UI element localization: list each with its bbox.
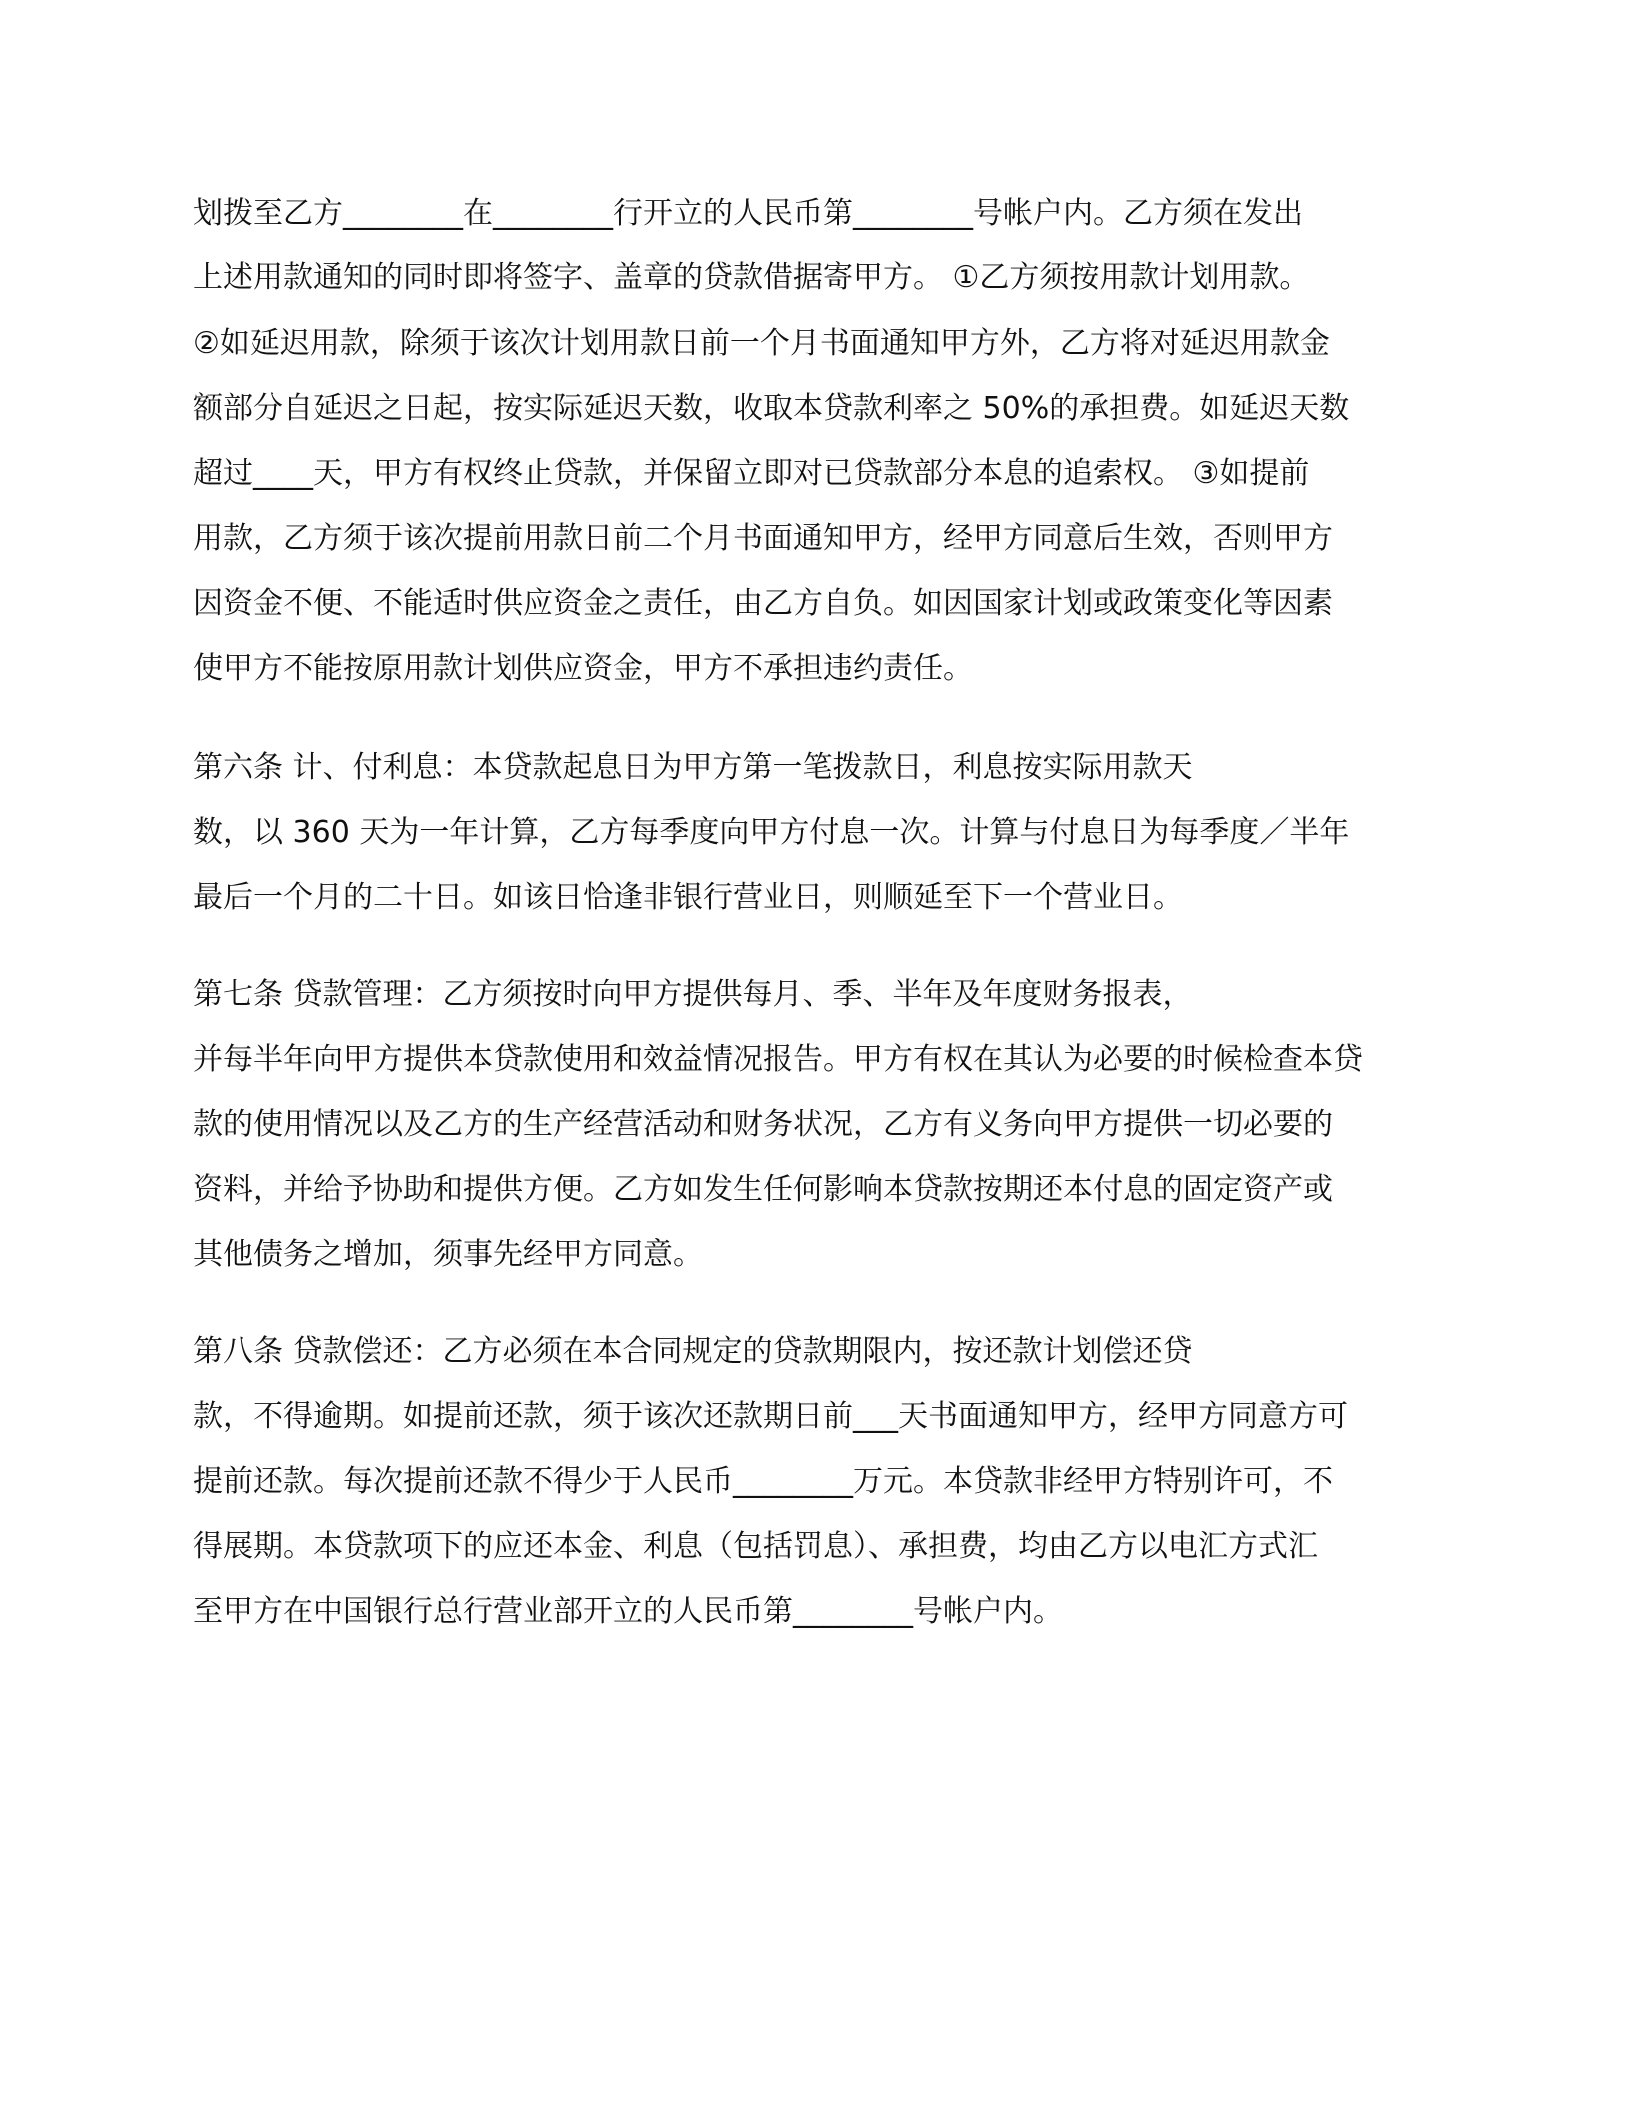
text-line: 最后一个月的二十日。如该日恰逢非银行营业日，则顺延至下一个营业日。 [193, 880, 1183, 915]
text-line: 用款，乙方须于该次提前用款日前二个月书面通知甲方，经甲方同意后生效，否则甲方 [193, 521, 1333, 556]
text-line: 额部分自延迟之日起，按实际延迟天数，收取本贷款利率之 50%的承担费。如延迟天数 [193, 391, 1350, 426]
text-line: 第八条 贷款偿还：乙方必须在本合同规定的贷款期限内，按还款计划偿还贷 [193, 1334, 1193, 1369]
text-line: 第六条 计、付利息：本贷款起息日为甲方第一笔拨款日，利息按实际用款天 [193, 750, 1193, 785]
text-line: 划拨至乙方________在________行开立的人民币第________号帐户内。乙方须在发出 [193, 196, 1303, 231]
text-line: 款的使用情况以及乙方的生产经营活动和财务状况，乙方有义务向甲方提供一切必要的 [193, 1107, 1333, 1142]
text-line: 第七条 贷款管理：乙方须按时向甲方提供每月、季、半年及年度财务报表， [193, 977, 1193, 1012]
text-line: 款，不得逾期。如提前还款，须于该次还款期日前___天书面通知甲方，经甲方同意方可 [193, 1399, 1348, 1434]
text-line: 至甲方在中国银行总行营业部开立的人民币第________号帐户内。 [193, 1594, 1063, 1629]
text-line: 因资金不便、不能适时供应资金之责任，由乙方自负。如因国家计划或政策变化等因素 [193, 586, 1333, 621]
text-line: 超过____天，甲方有权终止贷款，并保留立即对已贷款部分本息的追索权。 ③如提前 [193, 456, 1310, 491]
text-line: 其他债务之增加，须事先经甲方同意。 [193, 1237, 703, 1272]
text-line: 数，以 360 天为一年计算，乙方每季度向甲方付息一次。计算与付息日为每季度／半年 [193, 815, 1350, 850]
text-line: ②如延迟用款，除须于该次计划用款日前一个月书面通知甲方外，乙方将对延迟用款金 [193, 326, 1330, 361]
text-line: 得展期。本贷款项下的应还本金、利息（包括罚息）、承担费，均由乙方以电汇方式汇 [193, 1529, 1318, 1564]
text-line: 资料，并给予协助和提供方便。乙方如发生任何影响本贷款按期还本付息的固定资产或 [193, 1172, 1333, 1207]
text-line: 使甲方不能按原用款计划供应资金，甲方不承担违约责任。 [193, 651, 973, 686]
text-line: 提前还款。每次提前还款不得少于人民币________万元。本贷款非经甲方特别许可，不 [193, 1464, 1333, 1499]
text-line: 并每半年向甲方提供本贷款使用和效益情况报告。甲方有权在其认为必要的时候检查本贷 [193, 1042, 1363, 1077]
text-line: 上述用款通知的同时即将签字、盖章的贷款借据寄甲方。 ①乙方须按用款计划用款。 [193, 260, 1310, 295]
